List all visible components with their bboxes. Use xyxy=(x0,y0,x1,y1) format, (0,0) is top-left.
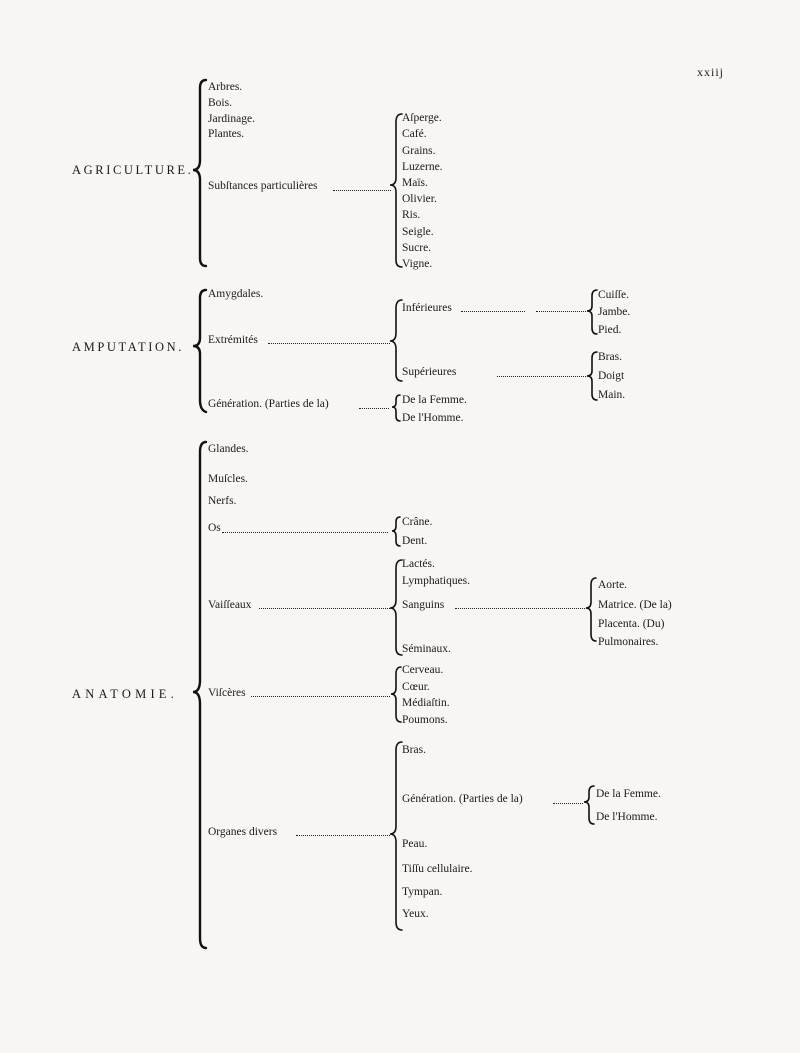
substance-item: Maïs. xyxy=(402,177,428,189)
entry-organes: Organes divers xyxy=(208,826,278,838)
sanguins-item: Matrice. (De la) xyxy=(598,599,672,611)
organes-item: Tiſſu cellulaire. xyxy=(402,863,473,875)
brace-extremites xyxy=(390,300,402,381)
superieures-item: Bras. xyxy=(598,351,622,363)
organes-item: Tympan. xyxy=(402,886,443,898)
os-item: Crâne. xyxy=(402,516,433,528)
entry-plantes: Plantes. xyxy=(208,128,245,140)
entry-sanguins: Sanguins xyxy=(402,599,445,611)
brace-visceres xyxy=(391,667,401,722)
entry-extremites: Extrémités xyxy=(208,334,258,346)
entry-arbres: Arbres. xyxy=(208,81,243,93)
leader-dots xyxy=(536,311,586,312)
organes-bras: Bras. xyxy=(402,744,426,756)
brace-os xyxy=(392,517,400,546)
leader-dots xyxy=(497,376,586,377)
substance-item: Luzerne. xyxy=(402,161,443,173)
substance-item: Seigle. xyxy=(402,226,434,238)
brace-inferieures xyxy=(587,290,597,334)
entry-amygdales: Amygdales. xyxy=(208,288,264,300)
leader-dots xyxy=(251,696,390,697)
superieures-item: Doigt xyxy=(598,370,625,382)
leader-dots xyxy=(455,608,587,609)
substance-item: Sucre. xyxy=(402,242,432,254)
brace-organes xyxy=(390,742,402,930)
leader-dots xyxy=(333,190,391,191)
substance-item: Olivier. xyxy=(402,193,437,205)
leader-dots xyxy=(461,311,525,312)
entry-substances: Subſtances particulières xyxy=(208,180,318,192)
leader-dots xyxy=(222,532,388,533)
brace-amp-generation xyxy=(392,395,400,421)
entry-seminaux: Séminaux. xyxy=(402,643,451,655)
leader-dots xyxy=(553,803,583,804)
brace-agriculture xyxy=(193,80,206,266)
brace-amputation xyxy=(193,290,206,412)
sanguins-item: Placenta. (Du) xyxy=(598,618,665,630)
entry-nerfs: Nerfs. xyxy=(208,495,237,507)
brace-sanguins xyxy=(586,578,596,641)
visceres-item: Cœur. xyxy=(402,681,430,693)
generation-item: De la Femme. xyxy=(402,394,467,406)
visceres-item: Médiaſtin. xyxy=(402,697,450,709)
superieures-item: Main. xyxy=(598,389,626,401)
organes-generation: Génération. (Parties de la) xyxy=(402,793,523,805)
organes-item: Yeux. xyxy=(402,908,429,920)
inferieures-item: Jambe. xyxy=(598,306,631,318)
entry-muscles: Muſcles. xyxy=(208,473,248,485)
entry-superieures: Supérieures xyxy=(402,366,457,378)
brace-org-generation xyxy=(584,786,594,824)
organes-item: Peau. xyxy=(402,838,428,850)
brace-vaisseaux xyxy=(390,560,402,655)
substance-item: Grains. xyxy=(402,145,436,157)
brace-superieures xyxy=(587,352,597,400)
sanguins-item: Pulmonaires. xyxy=(598,636,659,648)
entry-lymphatiques: Lymphatiques. xyxy=(402,575,471,587)
visceres-item: Cerveau. xyxy=(402,664,444,676)
page-number: xxiij xyxy=(697,65,725,79)
inferieures-item: Pied. xyxy=(598,324,622,336)
leader-dots xyxy=(259,608,390,609)
generation-item: De l'Homme. xyxy=(402,412,464,424)
entry-visceres: Viſcères xyxy=(208,687,246,699)
entry-os: Os xyxy=(208,522,221,534)
leader-dots xyxy=(296,835,390,836)
entry-bois: Bois. xyxy=(208,97,232,109)
visceres-item: Poumons. xyxy=(402,714,448,726)
entry-inferieures: Inférieures xyxy=(402,302,452,314)
inferieures-item: Cuiſſe. xyxy=(598,289,629,301)
organes-generation-item: De la Femme. xyxy=(596,788,661,800)
entry-vaisseaux: Vaiſſeaux xyxy=(208,599,252,611)
substance-item: Aſperge. xyxy=(402,112,442,124)
substance-item: Café. xyxy=(402,128,427,140)
os-item: Dent. xyxy=(402,535,428,547)
leader-dots xyxy=(268,343,390,344)
heading-agriculture: AGRICULTURE. xyxy=(72,163,194,177)
brace-anatomie xyxy=(193,442,206,948)
substance-item: Ris. xyxy=(402,209,421,221)
entry-glandes: Glandes. xyxy=(208,443,249,455)
entry-lactes: Lactés. xyxy=(402,558,435,570)
entry-jardinage: Jardinage. xyxy=(208,113,255,125)
substance-item: Vigne. xyxy=(402,258,433,270)
heading-amputation: AMPUTATION. xyxy=(72,340,184,354)
organes-generation-item: De l'Homme. xyxy=(596,811,658,823)
sanguins-item: Aorte. xyxy=(598,579,628,591)
leader-dots xyxy=(359,408,389,409)
entry-generation: Génération. (Parties de la) xyxy=(208,398,329,410)
brace-substances xyxy=(390,114,402,267)
heading-anatomie: ANATOMIE. xyxy=(72,687,178,701)
